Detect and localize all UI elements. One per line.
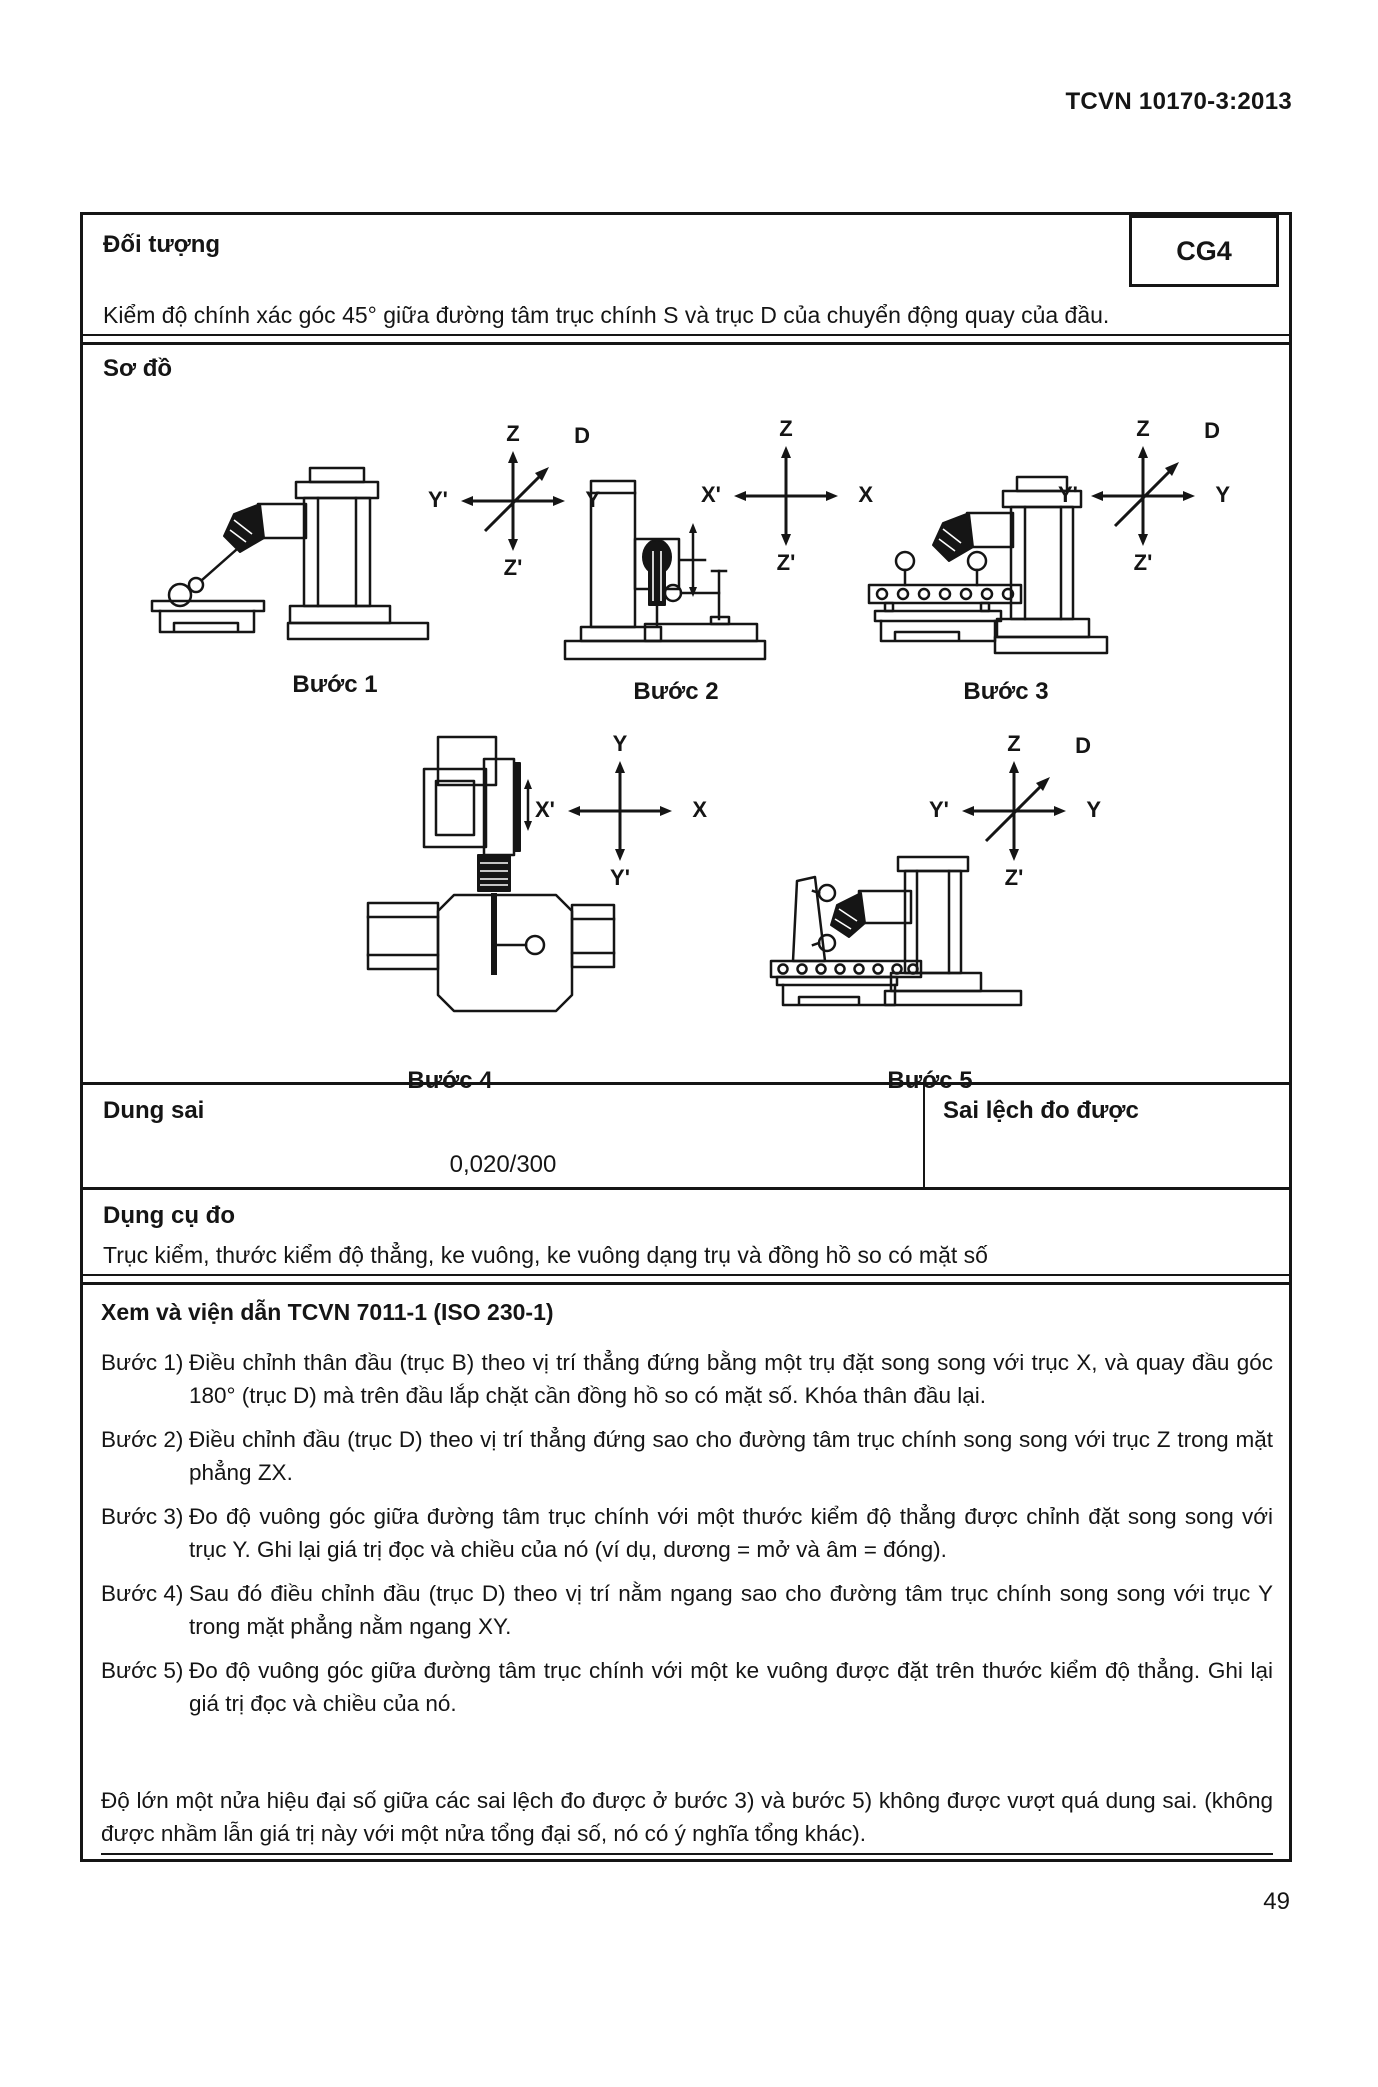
tolerance-cell bbox=[83, 1085, 925, 1187]
axis-label-z: Z bbox=[1007, 731, 1021, 756]
procedure-step bbox=[101, 1577, 1273, 1643]
step-label: Bước 2) bbox=[101, 1427, 184, 1452]
axis-label-z-prime: Z' bbox=[776, 550, 796, 575]
axes-step3 bbox=[1058, 416, 1230, 576]
step-text: Đo độ vuông góc giữa đường tâm trục chính với một ke vuông được đặt trên thước kiểm độ thẳng. Ghi lại giá trị đọc và chiều của nó. bbox=[189, 1658, 1273, 1716]
axes-step4 bbox=[535, 731, 707, 891]
axis-label-x: X bbox=[858, 482, 873, 507]
axis-label-z-prime: Z' bbox=[503, 555, 523, 580]
test-chart-table bbox=[80, 212, 1292, 1862]
tolerance-value: 0,020/300 bbox=[449, 1151, 557, 1178]
procedure-step bbox=[101, 1654, 1273, 1720]
page-number: 49 bbox=[1263, 1888, 1290, 1915]
machine-drawing-step1-icon bbox=[138, 438, 438, 653]
reference-heading: Xem và viện dẫn TCVN 7011-1 (ISO 230-1) bbox=[101, 1299, 554, 1325]
measured-deviation-label: Sai lệch đo được bbox=[943, 1097, 1139, 1124]
axis-label-y-prime: Y' bbox=[610, 865, 630, 890]
diagram-section-label: Sơ đồ bbox=[103, 355, 173, 382]
axes-cross-icon bbox=[1093, 446, 1193, 546]
caption-step5: Bước 5 bbox=[887, 1067, 973, 1094]
axis-label-z: Z bbox=[779, 416, 793, 441]
procedure-step bbox=[101, 1346, 1273, 1412]
axes-cross-icon bbox=[736, 446, 836, 546]
axis-label-y-prime: Y' bbox=[1058, 482, 1078, 507]
evaluation-note: Độ lớn một nửa hiệu đại số giữa các sai lệch đo được ở bước 3) và bước 5) không được vượt quá dung sai. (không được nhầm lẫn giá trị này với một nửa tổng đại số, nó có ý nghĩa tổng khác). bbox=[101, 1784, 1273, 1855]
axis-label-y-prime: Y' bbox=[929, 797, 949, 822]
standard-reference: TCVN 10170-3:2013 bbox=[1065, 88, 1292, 115]
axis-label-y: Y bbox=[1086, 797, 1101, 822]
procedure-step bbox=[101, 1423, 1273, 1489]
axes-cross-icon bbox=[463, 451, 563, 551]
chart-code: CG4 bbox=[1176, 235, 1232, 266]
axis-label-x: X bbox=[692, 797, 707, 822]
procedure-row bbox=[83, 1285, 1289, 1859]
instruments-row bbox=[83, 1190, 1289, 1285]
axis-label-z-prime: Z' bbox=[1133, 550, 1153, 575]
caption-step4: Bước 4 bbox=[407, 1067, 493, 1094]
instruments-label: Dụng cụ đo bbox=[103, 1202, 235, 1229]
axis-label-d: D bbox=[574, 423, 590, 448]
step-label: Bước 5) bbox=[101, 1658, 184, 1683]
instruments-list: Trục kiểm, thước kiểm độ thẳng, ke vuông, ke vuông dạng trụ và đồng hồ so có mặt số bbox=[83, 1242, 1289, 1276]
step-label: Bước 4) bbox=[101, 1581, 184, 1606]
step-text: Sau đó điều chỉnh đầu (trục D) theo vị trí nằm ngang sao cho đường tâm trục chính song song với trục Y trong mặt phẳng nằm ngang XY. bbox=[189, 1581, 1273, 1639]
axis-label-d: D bbox=[1075, 733, 1091, 758]
step-label: Bước 3) bbox=[101, 1504, 184, 1529]
tolerance-row bbox=[83, 1085, 1289, 1190]
caption-step1: Bước 1 bbox=[292, 671, 378, 698]
axes-cross-icon bbox=[570, 761, 670, 861]
procedure-step bbox=[101, 1500, 1273, 1566]
axis-label-y: Y bbox=[1215, 482, 1230, 507]
step-text: Điều chỉnh đầu (trục D) theo vị trí thẳng đứng sao cho đường tâm trục chính song song với trục Z trong mặt phẳng ZX. bbox=[189, 1427, 1273, 1485]
object-row bbox=[83, 215, 1289, 345]
step-label: Bước 1) bbox=[101, 1350, 184, 1375]
caption-step3: Bước 3 bbox=[963, 678, 1049, 705]
measured-deviation-cell bbox=[925, 1085, 1289, 1187]
axis-label-z-prime: Z' bbox=[1004, 865, 1024, 890]
axis-label-z: Z bbox=[1136, 416, 1150, 441]
axis-label-z: Z bbox=[506, 421, 520, 446]
axis-label-y: Y bbox=[585, 487, 600, 512]
axis-label-y: Y bbox=[612, 731, 628, 756]
caption-step2: Bước 2 bbox=[633, 678, 719, 705]
axes-cross-icon bbox=[964, 761, 1064, 861]
object-label: Đối tượng bbox=[103, 231, 221, 258]
object-description: Kiểm độ chính xác góc 45° giữa đường tâm trục chính S và trục D của chuyển động quay của đầu. bbox=[83, 302, 1289, 336]
tolerance-label: Dung sai bbox=[103, 1097, 205, 1124]
axis-label-y-prime: Y' bbox=[428, 487, 448, 512]
axis-label-x-prime: X' bbox=[535, 797, 555, 822]
diagram-row bbox=[83, 345, 1289, 1094]
axis-label-d: D bbox=[1204, 418, 1220, 443]
axes-step5 bbox=[929, 731, 1101, 891]
step-text: Điều chỉnh thân đầu (trục B) theo vị trí thẳng đứng bằng một trụ đặt song song với trục X, và quay đầu góc 180° (trục D) mà trên đầu lắp chặt cần đồng hồ so có mặt số. Khóa thân đầu lại. bbox=[189, 1350, 1273, 1408]
axis-label-x-prime: X' bbox=[701, 482, 721, 507]
step-text: Đo độ vuông góc giữa đường tâm trục chính với một thước kiểm độ thẳng được chỉnh đặt song song với trục Y. Ghi lại giá trị đọc và chiều của nó (ví dụ, dương = mở và âm = đóng). bbox=[189, 1504, 1273, 1562]
chart-code-box bbox=[1129, 215, 1279, 287]
axes-step2 bbox=[701, 416, 873, 576]
